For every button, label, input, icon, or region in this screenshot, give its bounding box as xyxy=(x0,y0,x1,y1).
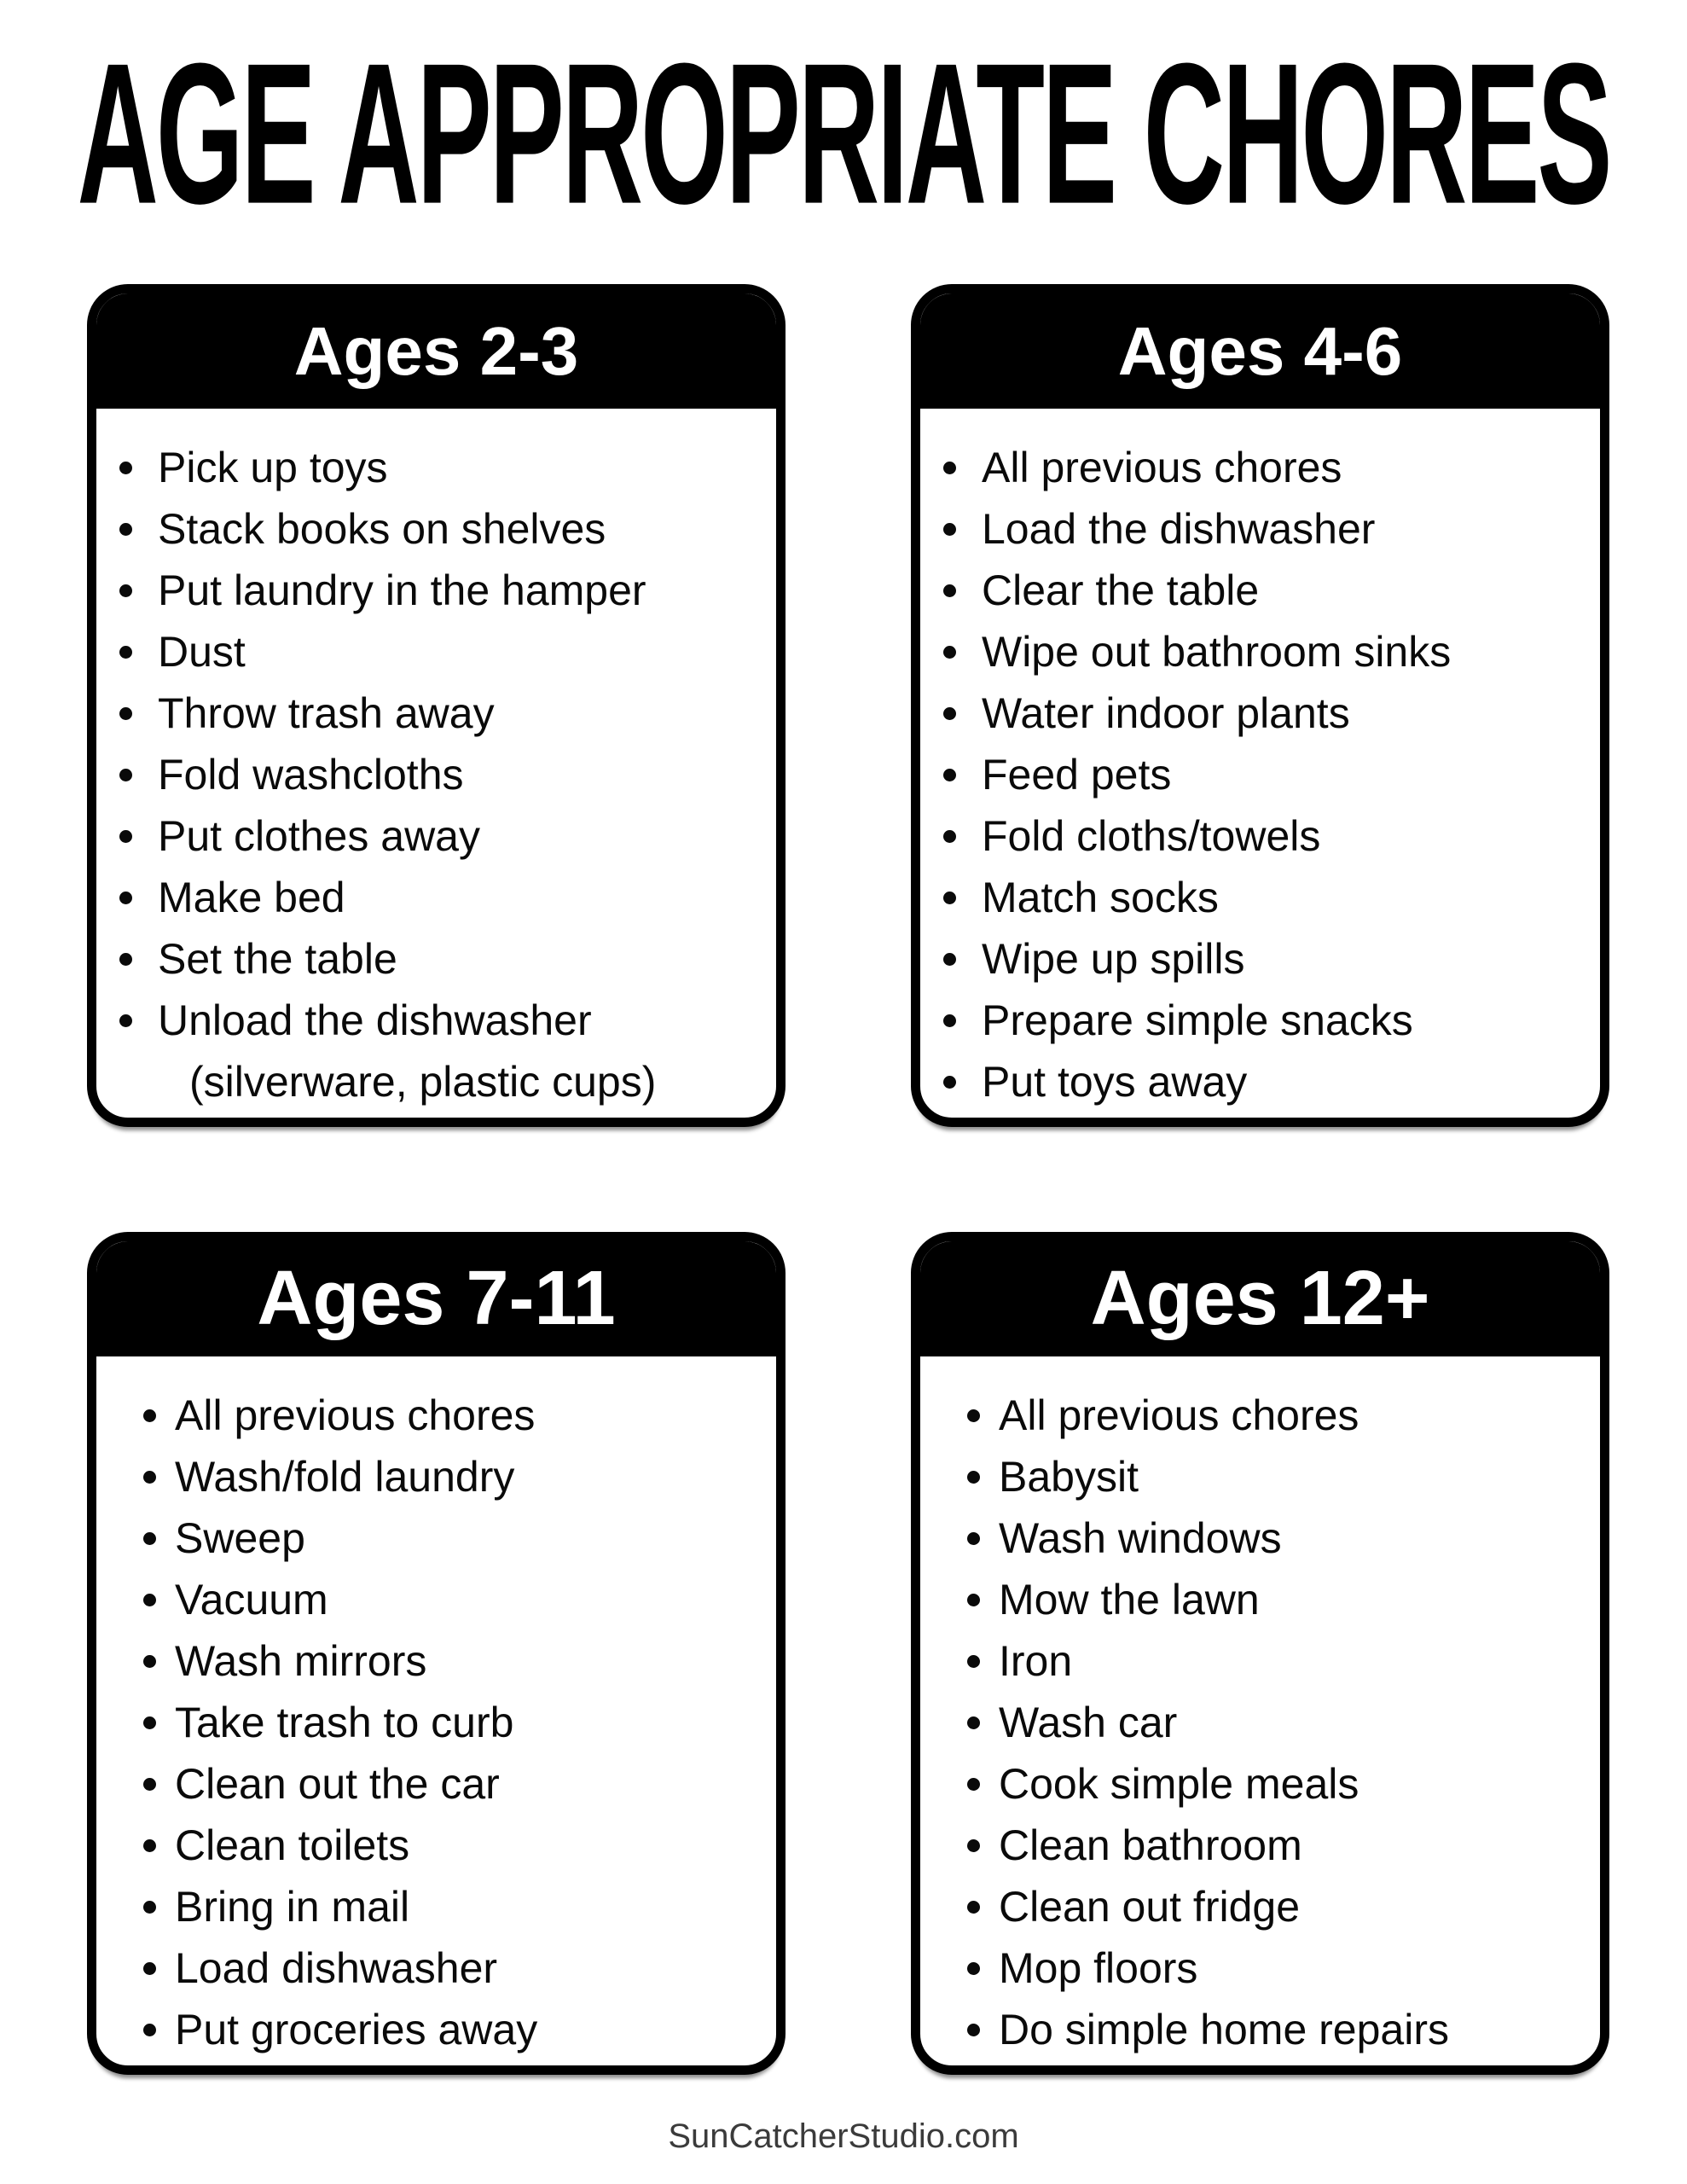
chore-note: (silverware, plastic cups) xyxy=(189,1058,657,1106)
bullet-icon xyxy=(143,1471,156,1484)
chore-item xyxy=(96,1630,764,1692)
chore-item xyxy=(96,1999,764,2060)
card-header xyxy=(96,293,776,409)
chore-item xyxy=(96,1937,764,1999)
chore-label: Clean toilets xyxy=(175,1821,410,1869)
bullet-icon xyxy=(967,2024,980,2036)
chore-label: Fold cloths/towels xyxy=(982,812,1321,860)
bullet-icon xyxy=(119,584,132,597)
chore-label: Load the dishwasher xyxy=(982,505,1376,553)
chore-label: Unload the dishwasher xyxy=(158,996,592,1044)
bullet-icon xyxy=(967,1962,980,1975)
chore-item xyxy=(920,1630,1588,1692)
chore-item xyxy=(96,1753,764,1815)
card-header-label: Ages 2-3 xyxy=(293,312,579,389)
chore-label: Wash mirrors xyxy=(175,1637,427,1685)
chore-item xyxy=(920,560,1588,621)
chore-label: Bring in mail xyxy=(175,1883,410,1931)
bullet-icon xyxy=(119,523,132,536)
chore-label: Throw trash away xyxy=(158,689,495,737)
chore-label: Water indoor plants xyxy=(982,689,1350,737)
chore-label: Load dishwasher xyxy=(175,1944,498,1992)
chore-item xyxy=(96,498,764,560)
chore-item xyxy=(96,1876,764,1937)
chore-label: Clean bathroom xyxy=(999,1821,1302,1869)
chore-label: Wash car xyxy=(999,1699,1178,1746)
chore-item xyxy=(920,1446,1588,1507)
card-header xyxy=(920,293,1600,409)
bullet-icon xyxy=(943,584,956,597)
chore-label: Wash/fold laundry xyxy=(175,1453,515,1501)
cards-grid xyxy=(87,284,1609,2075)
chore-list xyxy=(920,1356,1600,2060)
chore-item xyxy=(96,560,764,621)
chore-label: Put clothes away xyxy=(158,812,480,860)
chore-label: Take trash to curb xyxy=(175,1699,514,1746)
card-header xyxy=(96,1241,776,1356)
chore-label: Make bed xyxy=(158,874,345,921)
chore-label: Put groceries away xyxy=(175,2006,538,2053)
chore-item xyxy=(920,1815,1588,1876)
chore-item xyxy=(920,1507,1588,1569)
chore-item xyxy=(920,682,1588,744)
bullet-icon xyxy=(967,1409,980,1422)
chore-item xyxy=(920,1876,1588,1937)
chore-item xyxy=(920,1692,1588,1753)
bullet-icon xyxy=(943,523,956,536)
bullet-icon xyxy=(143,1962,156,1975)
chore-item xyxy=(96,1569,764,1630)
chore-label: Clear the table xyxy=(982,566,1260,614)
footer-credit: SunCatcherStudio.com xyxy=(668,2117,1019,2155)
bullet-icon xyxy=(967,1594,980,1606)
chore-item xyxy=(920,1051,1588,1112)
bullet-icon xyxy=(943,462,956,474)
bullet-icon xyxy=(943,892,956,904)
chore-item xyxy=(96,744,764,805)
bullet-icon xyxy=(143,1409,156,1422)
chore-label: All previous chores xyxy=(175,1391,536,1439)
chore-item xyxy=(96,928,764,990)
chore-item xyxy=(96,1446,764,1507)
bullet-icon xyxy=(143,2024,156,2036)
bullet-icon xyxy=(967,1839,980,1852)
bullet-icon xyxy=(119,953,132,966)
bullet-icon xyxy=(119,646,132,659)
bullet-icon xyxy=(119,892,132,904)
bullet-icon xyxy=(119,769,132,781)
bullet-icon xyxy=(143,1594,156,1606)
chore-item xyxy=(96,1507,764,1569)
bullet-icon xyxy=(967,1778,980,1791)
chore-item xyxy=(920,990,1588,1051)
bullet-icon xyxy=(943,953,956,966)
chore-card-ages-7-11 xyxy=(87,1232,786,2075)
chore-item xyxy=(920,437,1588,498)
card-header-label: Ages 7-11 xyxy=(257,1256,616,1341)
chore-item xyxy=(920,1999,1588,2060)
chore-list xyxy=(96,409,776,1051)
bullet-icon xyxy=(943,1014,956,1027)
chore-label: Vacuum xyxy=(175,1576,328,1623)
chore-item xyxy=(920,1937,1588,1999)
chore-label: Wash windows xyxy=(999,1514,1282,1562)
bullet-icon xyxy=(967,1471,980,1484)
chore-item xyxy=(96,867,764,928)
bullet-icon xyxy=(143,1655,156,1668)
bullet-icon xyxy=(967,1532,980,1545)
card-header xyxy=(920,1241,1600,1356)
chore-label: All previous chores xyxy=(999,1391,1359,1439)
chore-item xyxy=(96,1692,764,1753)
bullet-icon xyxy=(967,1901,980,1914)
bullet-icon xyxy=(119,462,132,474)
chore-label: Match socks xyxy=(982,874,1219,921)
chore-item xyxy=(920,1753,1588,1815)
bullet-icon xyxy=(943,1076,956,1089)
chore-label: Dust xyxy=(158,628,246,676)
chore-label: Fold washcloths xyxy=(158,751,464,799)
chore-label: Put laundry in the hamper xyxy=(158,566,646,614)
chore-label: Feed pets xyxy=(982,751,1172,799)
bullet-icon xyxy=(143,1901,156,1914)
bullet-icon xyxy=(143,1839,156,1852)
chore-item xyxy=(96,437,764,498)
bullet-icon xyxy=(143,1778,156,1791)
bullet-icon xyxy=(143,1716,156,1729)
chore-label: All previous chores xyxy=(982,444,1342,491)
chore-label: Wipe up spills xyxy=(982,935,1245,983)
chore-item xyxy=(920,1569,1588,1630)
chore-label: Clean out fridge xyxy=(999,1883,1301,1931)
bullet-icon xyxy=(119,1014,132,1027)
chore-list xyxy=(920,409,1600,1112)
chore-label: Put toys away xyxy=(982,1058,1248,1106)
chore-item xyxy=(920,1385,1588,1446)
chore-item xyxy=(920,928,1588,990)
chore-item xyxy=(96,682,764,744)
bullet-icon xyxy=(943,646,956,659)
chore-card-ages-12 xyxy=(911,1232,1609,2075)
chore-label: Do simple home repairs xyxy=(999,2006,1449,2053)
chore-list xyxy=(96,1356,776,2060)
chore-label: Babysit xyxy=(999,1453,1139,1501)
card-header-label: Ages 12+ xyxy=(1090,1256,1430,1341)
chore-item xyxy=(920,805,1588,867)
chore-label: Prepare simple snacks xyxy=(982,996,1413,1044)
chore-label: Set the table xyxy=(158,935,397,983)
chore-item xyxy=(920,744,1588,805)
bullet-icon xyxy=(119,830,132,843)
chore-label: Clean out the car xyxy=(175,1760,500,1808)
chore-item xyxy=(96,990,764,1051)
chore-item xyxy=(96,621,764,682)
chore-label: Cook simple meals xyxy=(999,1760,1359,1808)
chore-item xyxy=(920,867,1588,928)
chore-label: Sweep xyxy=(175,1514,305,1562)
chore-label: Pick up toys xyxy=(158,444,388,491)
bullet-icon xyxy=(119,707,132,720)
bullet-icon xyxy=(967,1716,980,1729)
bullet-icon xyxy=(967,1655,980,1668)
bullet-icon xyxy=(943,830,956,843)
chore-item xyxy=(96,805,764,867)
page-title: AGE APPROPRIATE CHORES xyxy=(77,21,1610,246)
bullet-icon xyxy=(143,1532,156,1545)
chore-label: Wipe out bathroom sinks xyxy=(982,628,1452,676)
chore-card-ages-4-6 xyxy=(911,284,1609,1127)
chore-item xyxy=(920,498,1588,560)
bullet-icon xyxy=(943,769,956,781)
chore-item xyxy=(920,621,1588,682)
chore-item xyxy=(96,1385,764,1446)
card-header-label: Ages 4-6 xyxy=(1117,312,1403,389)
chore-card-ages-2-3 xyxy=(87,284,786,1127)
bullet-icon xyxy=(943,707,956,720)
chore-label: Mop floors xyxy=(999,1944,1198,1992)
chore-label: Stack books on shelves xyxy=(158,505,606,553)
chore-label: Mow the lawn xyxy=(999,1576,1260,1623)
chore-item xyxy=(96,1815,764,1876)
chore-label: Iron xyxy=(999,1637,1073,1685)
